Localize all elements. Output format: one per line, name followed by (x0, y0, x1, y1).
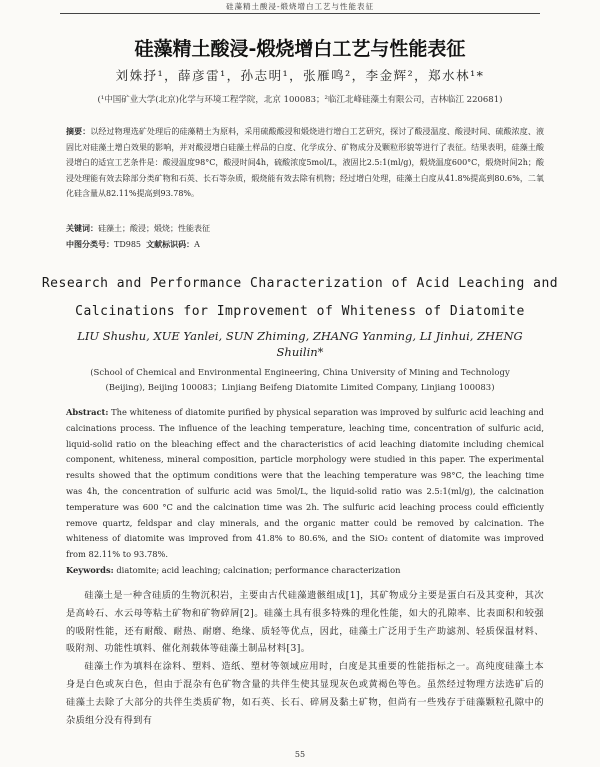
english-title: Research and Performance Characterization of Acid Leaching and Calcinations for Improvement of Whiteness of Diatomite (41, 276, 559, 319)
chinese-keywords-text: 硅藻土；酸浸；煅烧；性能表征 (98, 224, 210, 233)
classification-line (66, 239, 544, 250)
doc-code-label: 文献标识码： (146, 240, 195, 249)
classification-label: 中图分类号： (66, 240, 114, 249)
running-head: 硅藻精土酸浸-煅烧增白工艺与性能表征 (225, 2, 375, 11)
english-affiliation: (School of Chemical and Environmental Engineering, China University of Mining and Technology (Beijing), Beijing 100083；Linjiang Beifeng Diatomite Limited Company, Linjiang 100083) (90, 368, 510, 393)
english-authors: LIU Shushu, XUE Yanlei, SUN Zhiming, ZHANG Yanming, LI Jinhui, ZHENG Shuilin* (77, 329, 523, 359)
english-keywords (66, 565, 544, 575)
chinese-affiliation: (¹中国矿业大学(北京)化学与环境工程学院，北京 100083；²临江北峰硅藻土有限公司，吉林临江 220681) (97, 95, 503, 105)
body-text (66, 587, 544, 729)
chinese-keywords-label: 关键词： (66, 224, 98, 233)
chinese-abstract-text: 以经过物理选矿处理后的硅藻精土为原料，采用硫酸酸浸和煅烧进行增白工艺研究，探讨了酸浸温度、酸浸时间、硫酸浓度、液固比对硅藻土增白效果的影响，并对酸浸增白硅藻土样品的白度、化学成分、矿物成分及颗粒形貌等进行了表征。结果表明，硅藻土酸浸增白的适宜工艺条件是：酸浸温度98°C，酸浸时间4h，硫酸浓度5mol/L，液固比2.5:1(ml/g)，煅烧温度600°C，煅烧时间2h；酸浸处理能有效去除部分类矿物和石英、长石等杂质，煅烧能有效去除有机物；经过增白处理，硅藻土白度从41.8%提高到80.6%，二氧化硅含量从82.11%提高到93.78%。 (66, 127, 544, 198)
header-rule (60, 13, 540, 14)
body-paragraph: 硅藻土是一种含硅质的生物沉积岩，主要由古代硅藻遗骸组成[1]，其矿物成分主要是蛋白石及其变种，其次是高岭石、水云母等粘土矿物和矿物碎屑[2]。硅藻土具有很多特殊的理化性能，如大的孔隙率、比表面积和较强的吸附性能，还有耐酸、耐热、耐磨、绝缘、质轻等优点，因此，硅藻土广泛用于生产助滤剂、轻质保温材料、吸附剂、功能性填料、催化剂载体等硅藻土制品材料[3]。 (66, 590, 544, 655)
classification-code: TD985 (114, 240, 142, 249)
chinese-keywords (66, 223, 544, 234)
chinese-title: 硅藻精土酸浸-煅烧增白工艺与性能表征 (134, 38, 466, 60)
page-number: 55 (294, 750, 306, 759)
doc-code: A (194, 240, 200, 249)
chinese-abstract-label: 摘要： (66, 127, 91, 136)
chinese-authors: 刘姝抒¹，薛彦雷¹，孙志明¹，张雁鸣²，李金辉²，郑水林¹* (115, 68, 485, 83)
english-abstract-label: Abstract: (66, 407, 109, 417)
english-abstract (66, 405, 544, 563)
english-keywords-text: diatomite; acid leaching; calcination; performance characterization (116, 565, 401, 575)
chinese-abstract (66, 124, 544, 202)
english-abstract-text: The whiteness of diatomite purified by physical separation was improved by sulfuric acid leaching and calcinations process. The influence of the leaching temperature, leaching time, concentration of sulfuric acid, liquid-solid ratio on the bleaching effect and the characteristics of acid leaching diatomite including chemical component, whiteness, mineral composition, particle morphology were studied in this paper. The experimental results showed that the optimum conditions were that the leaching temperature was 98°C, the leaching time was 4h, the concentration of sulfuric acid was 5mol/L, the liquid-solid ratio was 2.5:1(ml/g), the calcination temperature was 600 °C and the calcination time was 2h. The sulfuric acid leaching process could efficiently remove quartz, feldspar and clay minerals, and the organic matter could be removed by calcination. The whiteness of diatomite was improved from 41.8% to 80.6%, and the SiO₂ content of diatomite was improved from 82.11% to 93.78%. (66, 407, 544, 560)
english-keywords-label: Keywords: (66, 565, 114, 575)
body-paragraph: 硅藻土作为填料在涂料、塑料、造纸、塑材等领域应用时，白度是其重要的性能指标之一。高纯度硅藻土本身是白色或灰白色，但由于混杂有色矿物含量的共伴生使其显现灰色或黄褐色等色。虽然经过物理方法选矿后的硅藻土去除了大部分的共伴生类质矿物，如石英、长石、碎屑及黏土矿物，但尚有一些残存于硅藻颗粒孔隙中的杂质组分没有得到有 (66, 661, 544, 726)
